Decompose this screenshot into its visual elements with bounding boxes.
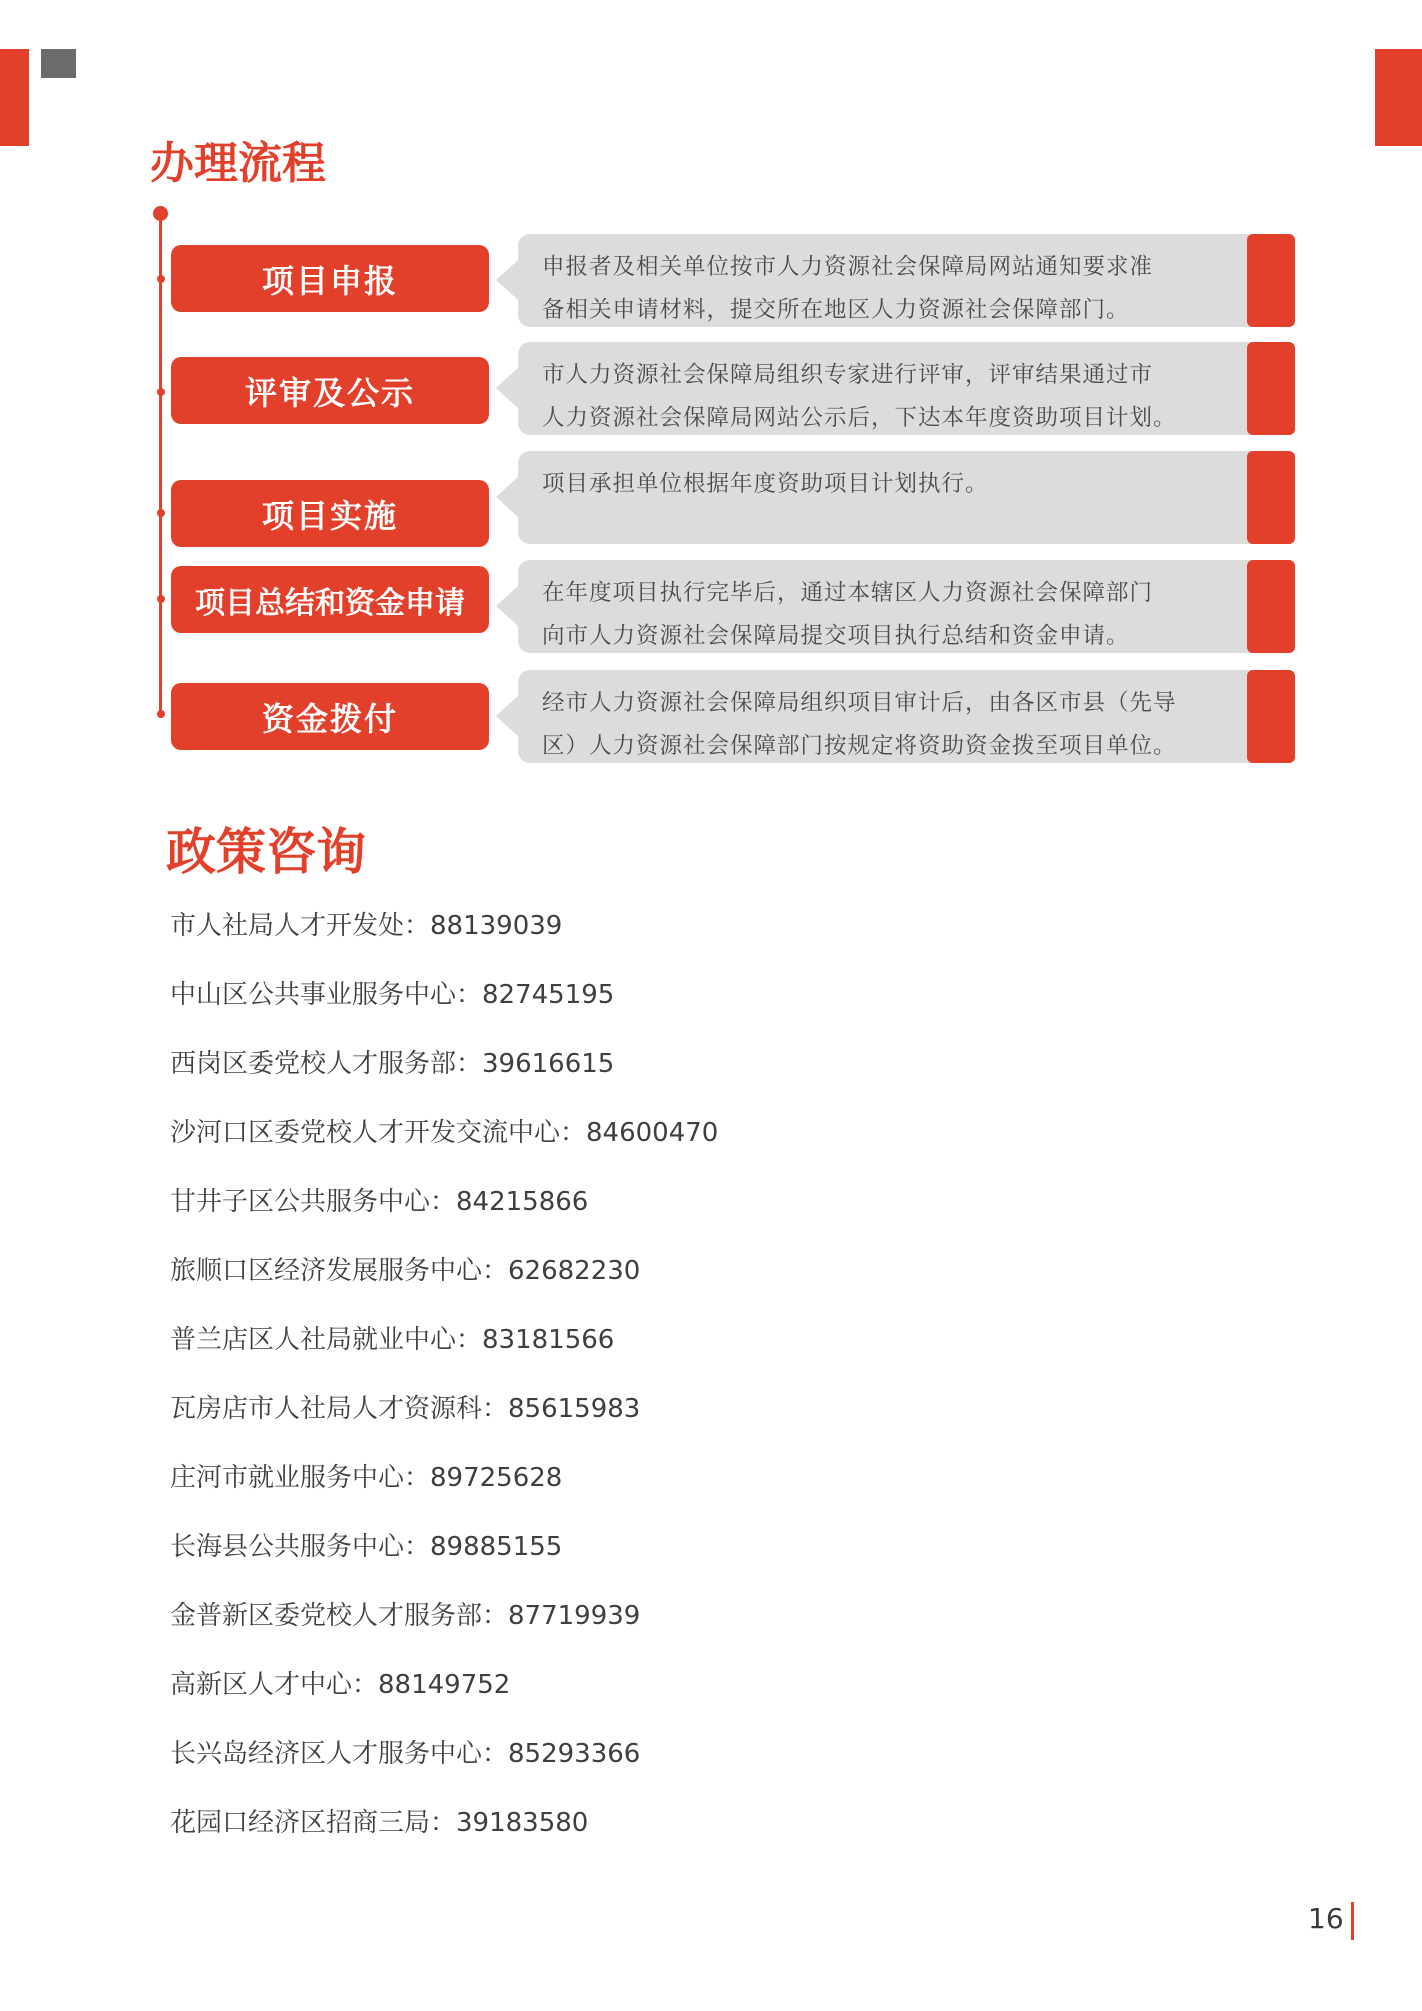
contact-item (170, 1730, 718, 1799)
step-label-review: 评审及公示 (171, 357, 489, 424)
contact-phone: 62682230 (508, 1256, 641, 1286)
description-line: 在年度项目执行完毕后，通过本辖区人力资源社会保障部门 (542, 580, 1154, 606)
description-line: 项目承担单位根据年度资助项目计划执行。 (542, 471, 989, 497)
timeline-tick (157, 509, 165, 517)
description-accent (1247, 342, 1295, 435)
contact-phone: 83181566 (482, 1325, 615, 1355)
contact-phone: 39616615 (482, 1049, 615, 1079)
description-line: 人力资源社会保障局网站公示后，下达本年度资助项目计划。 (542, 405, 1177, 431)
contact-item (170, 1385, 718, 1454)
contact-name: 庄河市就业服务中心： (170, 1463, 431, 1493)
contact-item (170, 1661, 718, 1730)
description-line: 备相关申请材料，提交所在地区人力资源社会保障部门。 (542, 297, 1130, 323)
contact-name: 沙河口区委党校人才开发交流中心： (170, 1118, 587, 1148)
contact-name: 长兴岛经济区人才服务中心： (170, 1739, 509, 1769)
step-description (518, 670, 1291, 763)
description-line: 区）人力资源社会保障部门按规定将资助资金拨至项目单位。 (542, 733, 1177, 759)
contact-phone: 87719939 (508, 1601, 641, 1631)
contact-item (170, 1592, 718, 1661)
timeline-line (159, 213, 162, 718)
timeline-tick (157, 595, 165, 603)
contact-phone: 85293366 (508, 1739, 641, 1769)
description-accent (1247, 560, 1295, 653)
timeline-tick (157, 388, 165, 396)
contact-item (170, 1247, 718, 1316)
step-label-summary: 项目总结和资金申请 (171, 566, 489, 633)
contact-name: 中山区公共事业服务中心： (170, 980, 483, 1010)
contact-item (170, 1040, 718, 1109)
contact-name: 花园口经济区招商三局： (170, 1808, 457, 1838)
contact-item (170, 902, 718, 971)
contact-phone: 84600470 (586, 1118, 719, 1148)
page-number: 16 (1308, 1902, 1344, 1935)
description-line: 申报者及相关单位按市人力资源社会保障局网站通知要求准 (542, 254, 1154, 280)
contact-phone: 89885155 (430, 1532, 563, 1562)
step-description (518, 234, 1291, 327)
contact-phone: 88139039 (430, 911, 563, 941)
description-accent (1247, 670, 1295, 763)
contact-phone: 88149752 (378, 1670, 511, 1700)
description-accent (1247, 234, 1295, 327)
step-label-apply: 项目申报 (171, 245, 489, 312)
contact-name: 瓦房店市人社局人才资源科： (170, 1394, 509, 1424)
contact-item (170, 1523, 718, 1592)
contact-name: 金普新区委党校人才服务部： (170, 1601, 509, 1631)
contact-phone: 84215866 (456, 1187, 589, 1217)
description-accent (1247, 451, 1295, 544)
timeline-start-dot (153, 206, 168, 221)
contact-name: 高新区人才中心： (170, 1670, 379, 1700)
contact-item (170, 971, 718, 1040)
timeline-tick (157, 275, 165, 283)
contact-phone: 89725628 (430, 1463, 563, 1493)
corner-accent-right (1375, 49, 1422, 146)
contact-item (170, 1799, 718, 1868)
timeline-tick (157, 710, 165, 718)
contact-name: 普兰店区人社局就业中心： (170, 1325, 483, 1355)
contact-phone: 82745195 (482, 980, 615, 1010)
step-description (518, 560, 1291, 653)
contact-phone: 85615983 (508, 1394, 641, 1424)
step-label-implement: 项目实施 (171, 480, 489, 547)
step-description (518, 342, 1291, 435)
contact-name: 市人社局人才开发处： (170, 911, 431, 941)
description-line: 向市人力资源社会保障局提交项目执行总结和资金申请。 (542, 623, 1130, 649)
contact-name: 旅顺口区经济发展服务中心： (170, 1256, 509, 1286)
page-number-bar (1351, 1902, 1354, 1940)
process-title: 办理流程 (150, 138, 326, 189)
contact-phone: 39183580 (456, 1808, 589, 1838)
corner-square-gray (41, 49, 76, 78)
contact-item (170, 1316, 718, 1385)
step-description (518, 451, 1291, 544)
contact-list (170, 902, 718, 1868)
step-label-funding: 资金拨付 (171, 683, 489, 750)
contact-item (170, 1109, 718, 1178)
corner-accent-left (0, 49, 29, 146)
consult-title: 政策咨询 (166, 823, 366, 881)
contact-name: 甘井子区公共服务中心： (170, 1187, 457, 1217)
description-line: 市人力资源社会保障局组织专家进行评审，评审结果通过市 (542, 362, 1154, 388)
description-line: 经市人力资源社会保障局组织项目审计后，由各区市县（先导 (542, 690, 1177, 716)
contact-item (170, 1178, 718, 1247)
contact-name: 长海县公共服务中心： (170, 1532, 431, 1562)
contact-name: 西岗区委党校人才服务部： (170, 1049, 483, 1079)
contact-item (170, 1454, 718, 1523)
